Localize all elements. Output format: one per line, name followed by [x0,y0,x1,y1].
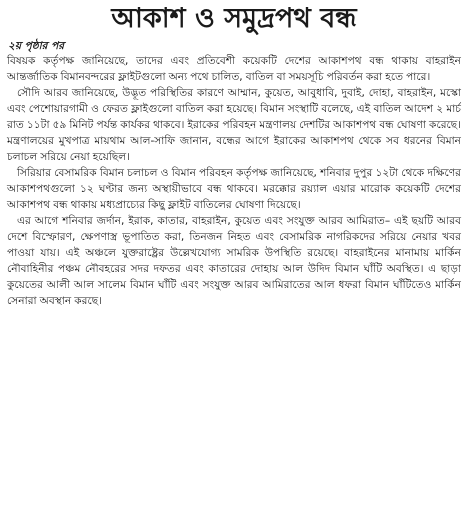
continued-from-label: ২য় পৃষ্ঠার পর [8,40,65,52]
headline: আকাশ ও সমুদ্রপথ বন্ধ [111,3,357,34]
article-body [7,53,461,309]
article-paragraph: বিষয়ক কর্তৃপক্ষ জানিয়েছে, তাদের এবং প্রতিবেশী কয়েকটি দেশের আকাশপথ বন্ধ থাকায় বাহরাইন আন্তর্জাতিক বিমানবন্দরের ফ্লাইটগুলো অন্য পথে চালিত, বাতিল বা সময়সূচি পরিবর্তন করা হতে পারে। [7,55,461,83]
article-paragraph: এর আগে শনিবার জর্দান, ইরাক, কাতার, বাহরাইন, কুয়েত এবং সংযুক্ত আরব আমিরাত– এই ছয়টি আরব দেশে বিস্ফোরণ, ক্ষেপণাস্ত্র ভূপাতিত করা, তিনজন নিহত এবং বেসামরিক নাগরিকদের সরিয়ে নেয়ার খবর পাওয়া যায়। এই অঞ্চলে যুক্তরাষ্ট্রের উল্লেখযোগ্য সামরিক উপস্থিতি রয়েছে। বাহরাইনের মানামায় মার্কিন নৌবাহিনীর পঞ্চম নৌবহরের সদর দফতর এবং কাতারের দোহায় আল উদিদ বিমান ঘাঁটি অবস্থিত। এ ছাড়া কুয়েতের আলী আল সালেম বিমান ঘাঁটি এবং সংযুক্ত আরব আমিরাতের আল ধফরা বিমান ঘাঁটিতেও মার্কিন সেনারা অবস্থান করছে। [7,215,461,307]
article-paragraph: সিরিয়ার বেসামরিক বিমান চলাচল ও বিমান পরিবহন কর্তৃপক্ষ জানিয়েছে, শনিবার দুপুর ১২টা থেকে দক্ষিণের আকাশপথগুলো ১২ ঘণ্টার জন্য অস্থায়ীভাবে বন্ধ থাকবে। মরক্কোর রয়্যাল এয়ার মারোক কয়েকটি দেশের আকাশপথ বন্ধ থাকায় মধ্যপ্রাচ্যের কিছু ফ্লাইট বাতিলের ঘোষণা দিয়েছে। [7,167,461,211]
article-paragraph: সৌদি আরব জানিয়েছে, উদ্ভূত পরিস্থিতির কারণে আম্মান, কুয়েত, আবুধাবি, দুবাই, দোহা, বাহরাইন, মস্কো এবং পেশোয়ারগামী ও ফেরত ফ্লাইগুলো বাতিল করা হয়েছে। বিমান সংস্থাটি বলেছে, এই বাতিল আদেশ ২ মার্চ রাত ১১টা ৫৯ মিনিট পর্যন্ত কার্যকর থাকবে। ইরাকের পরিবহন মন্ত্রণালয় দেশটির আকাশপথ বন্ধ ঘোষণা করেছে। মন্ত্রণালয়ের মুখপাত্র মায়থাম আল-সাফি জানান, বন্ধের আগে ইরাকের আকাশপথ থেকে সব ধরনের বিমান চলাচল সরিয়ে নেয়া হয়েছিল। [7,87,461,163]
